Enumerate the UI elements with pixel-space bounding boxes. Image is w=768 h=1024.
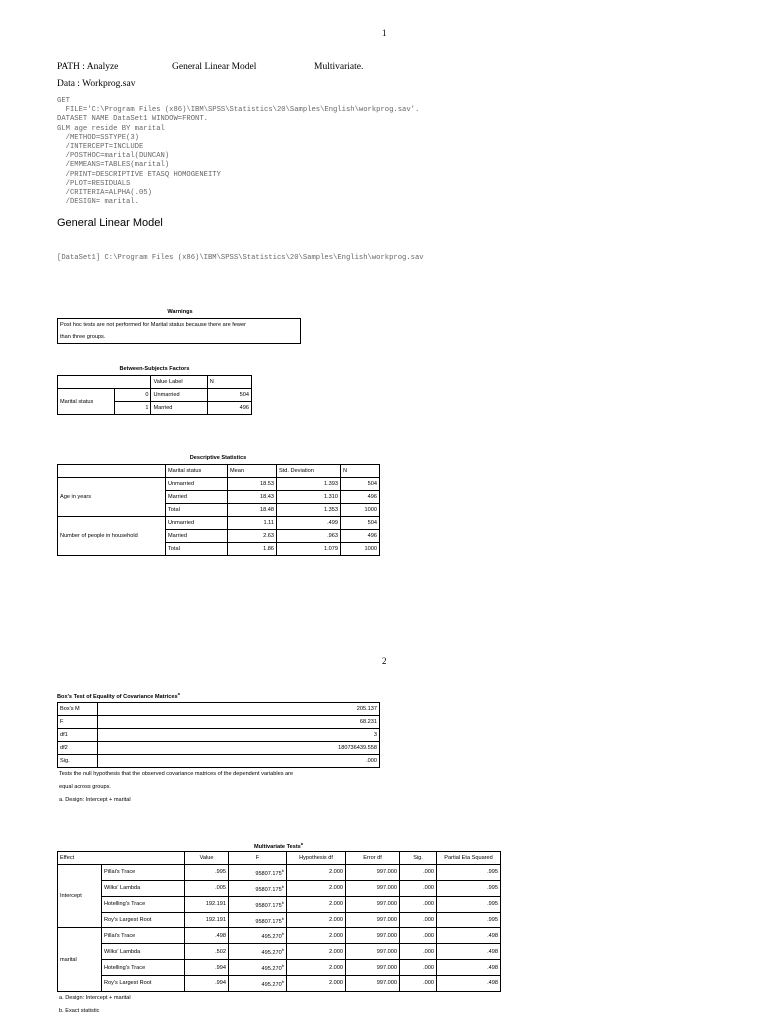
cell-value: 997.000 [346, 896, 400, 912]
row-label: Wilks' Lambda [102, 944, 185, 960]
table-corner-cell [58, 465, 166, 478]
cell-value: 2.000 [287, 896, 346, 912]
cell-value: 504 [341, 517, 380, 530]
f-footnote-sup: b [281, 979, 285, 985]
cell-value: 1.310 [277, 491, 341, 504]
cell-value: 2.000 [287, 880, 346, 896]
box-title [57, 691, 180, 700]
cell-value: .000 [400, 896, 437, 912]
multivariate-note-a: a. Design: Intercept + marital [59, 995, 131, 1001]
row-label: Unmarried [166, 517, 228, 530]
cell-value: .499 [277, 517, 341, 530]
syntax-block [57, 97, 419, 207]
column-header: Marital status [166, 465, 228, 478]
table-row [58, 865, 501, 881]
cell-value-f [229, 976, 287, 992]
table-row [58, 478, 380, 491]
multivariate-title-sup: a [300, 841, 304, 846]
path-step-glm: General Linear Model [172, 62, 257, 72]
warnings-box [57, 318, 301, 344]
cell-value: 1.079 [277, 543, 341, 556]
cell-value: .498 [437, 960, 501, 976]
table-corner-cell [58, 376, 151, 389]
cell-value: .000 [400, 944, 437, 960]
table-row [58, 976, 501, 992]
cell-value: .000 [400, 865, 437, 881]
box-title-sup: a [177, 691, 180, 696]
between-table [57, 375, 252, 415]
warnings-title: Warnings [167, 309, 193, 315]
row-label: Hotelling's Trace [102, 960, 185, 976]
factor-value-label: Married [151, 402, 207, 415]
glm-heading: General Linear Model [57, 217, 163, 229]
warnings-line-2: than three groups. [60, 334, 106, 340]
multivariate-title-text: Multivariate Tests [253, 843, 301, 850]
row-label: Sig. [58, 755, 98, 768]
cell-value: 2.000 [287, 912, 346, 928]
cell-value: 192.191 [185, 912, 229, 928]
cell-value: .498 [437, 928, 501, 944]
table-row [58, 912, 501, 928]
cell-value: 180736439.558 [98, 742, 380, 755]
table-row [58, 517, 380, 530]
factor-code: 1 [115, 402, 151, 415]
cell-value: .498 [185, 928, 229, 944]
cell-value: .000 [400, 912, 437, 928]
cell-value: 18.48 [228, 504, 277, 517]
header-value-label: Value Label [151, 376, 207, 389]
table-row [58, 389, 252, 402]
table-row [58, 944, 501, 960]
cell-value: 18.43 [228, 491, 277, 504]
table-row [58, 896, 501, 912]
cell-value: 997.000 [346, 912, 400, 928]
effect-label: marital [58, 928, 102, 991]
factor-code: 0 [115, 389, 151, 402]
row-label: Pillai's Trace [102, 865, 185, 881]
column-header: Value [185, 852, 229, 865]
cell-value: 205.137 [98, 703, 380, 716]
row-label: Total [166, 504, 228, 517]
descriptive-table [57, 464, 380, 556]
path-step-multivariate: Multivariate. [314, 62, 364, 72]
cell-value: 496 [341, 491, 380, 504]
cell-value-f [229, 944, 287, 960]
column-header: N [341, 465, 380, 478]
descriptive-title: Descriptive Statistics [189, 455, 247, 461]
cell-value-f [229, 928, 287, 944]
column-header: Mean [228, 465, 277, 478]
cell-value: 1.11 [228, 517, 277, 530]
cell-value: .995 [437, 880, 501, 896]
cell-value: .498 [437, 976, 501, 992]
cell-value: 192.191 [185, 896, 229, 912]
cell-value: 504 [341, 478, 380, 491]
box-title-text: Box's Test of Equality of Covariance Matrices [57, 693, 178, 700]
page-number-1: 1 [382, 28, 387, 38]
row-label: Wilks' Lambda [102, 880, 185, 896]
box-note-3: a. Design: Intercept + marital [59, 797, 131, 803]
cell-value: 2.000 [287, 865, 346, 881]
dataset-line: [DataSet1] C:\Program Files (x86)\IBM\SPSS\Statistics\20\Samples\English\workprog.sav [57, 254, 424, 262]
row-label: df1 [58, 729, 98, 742]
row-label: df2 [58, 742, 98, 755]
f-value: 495.270 [261, 950, 282, 957]
row-label: F [58, 716, 98, 729]
cell-value: 1000 [341, 504, 380, 517]
factor-label: Marital status [58, 389, 115, 415]
cell-value: 496 [341, 530, 380, 543]
cell-value: .995 [437, 896, 501, 912]
factor-n: 496 [207, 402, 251, 415]
table-row [58, 960, 501, 976]
column-header: Sig. [400, 852, 437, 865]
f-value: 495.270 [261, 981, 282, 988]
factor-value-label: Unmarried [151, 389, 207, 402]
f-footnote-sup: b [281, 963, 285, 969]
box-note-2: equal across groups. [59, 784, 111, 790]
cell-value: 2.000 [287, 960, 346, 976]
row-label: Pillai's Trace [102, 928, 185, 944]
group-label: Number of people in household [58, 517, 166, 556]
warnings-line-1: Post hoc tests are not performed for Marital status because there are fewer [60, 322, 246, 328]
cell-value: 997.000 [346, 960, 400, 976]
cell-value: 2.63 [228, 530, 277, 543]
cell-value: 997.000 [346, 976, 400, 992]
row-label: Total [166, 543, 228, 556]
f-value: 95807.175 [255, 902, 282, 909]
cell-value: .000 [400, 960, 437, 976]
table-row [58, 928, 501, 944]
column-header-effect: Effect [58, 852, 185, 865]
f-value: 95807.175 [255, 886, 282, 893]
cell-value: 997.000 [346, 865, 400, 881]
cell-value: .994 [185, 976, 229, 992]
table-row [58, 703, 380, 716]
cell-value: 2.000 [287, 944, 346, 960]
f-footnote-sup: b [281, 947, 285, 953]
f-value: 95807.175 [255, 918, 282, 925]
row-label: Roy's Largest Root [102, 976, 185, 992]
cell-value: 2.000 [287, 928, 346, 944]
path-label: PATH : Analyze [57, 62, 119, 72]
column-header: Error df [346, 852, 400, 865]
f-footnote-sup: b [281, 899, 285, 905]
f-footnote-sup: b [281, 883, 285, 889]
row-label: Married [166, 530, 228, 543]
column-header: F [229, 852, 287, 865]
cell-value: .995 [185, 865, 229, 881]
table-row [58, 755, 380, 768]
cell-value-f [229, 960, 287, 976]
f-value: 95807.175 [255, 870, 282, 877]
cell-value: .000 [98, 755, 380, 768]
box-test-table [57, 702, 380, 768]
cell-value-f [229, 896, 287, 912]
box-note-1: Tests the null hypothesis that the observed covariance matrices of the dependent variables are [59, 771, 294, 777]
cell-value: .005 [185, 880, 229, 896]
factor-n: 504 [207, 389, 251, 402]
cell-value: .000 [400, 928, 437, 944]
row-label: Roy's Largest Root [102, 912, 185, 928]
cell-value: 997.000 [346, 880, 400, 896]
cell-value: 2.000 [287, 976, 346, 992]
multivariate-note-b: b. Exact statistic [59, 1008, 100, 1014]
effect-label: Intercept [58, 865, 102, 928]
cell-value: .995 [437, 912, 501, 928]
cell-value: .963 [277, 530, 341, 543]
row-label: Unmarried [166, 478, 228, 491]
table-row [58, 729, 380, 742]
header-n: N [207, 376, 251, 389]
cell-value: .995 [437, 865, 501, 881]
row-label: Hotelling's Trace [102, 896, 185, 912]
f-value: 495.270 [261, 966, 282, 973]
column-header: Std. Deviation [277, 465, 341, 478]
f-footnote-sup: b [281, 868, 285, 873]
table-header-row [58, 465, 380, 478]
syntax-text: GET FILE='C:\Program Files (x86)\IBM\SPSS\Statistics\20\Samples\English\workprog.sav'. DATASET NAME DataSet1 WINDOW=FRONT. GLM age reside BY marital /METHOD=SSTYPE(3) /INTERCEPT=INCLUDE /POSTHOC=marital(DUNCAN) /EMMEANS=TABLES(marital) /PRINT=DESCRIPTIVE ETASQ HOMOGENEITY /PLOT=RESIDUALS /CRITERIA=ALPHA(.05) /DESIGN= marital. [57, 97, 420, 207]
table-row [58, 742, 380, 755]
column-header: Partial Eta Squared [437, 852, 501, 865]
cell-value: 68.231 [98, 716, 380, 729]
cell-value: 1000 [341, 543, 380, 556]
cell-value: 1.86 [228, 543, 277, 556]
cell-value: 997.000 [346, 944, 400, 960]
cell-value: 18.53 [228, 478, 277, 491]
cell-value-f [229, 880, 287, 896]
cell-value: 3 [98, 729, 380, 742]
page-number-2: 2 [382, 656, 387, 666]
table-row [58, 880, 501, 896]
multivariate-table [57, 851, 501, 992]
data-file-label: Data : Workprog.sav [57, 79, 136, 89]
cell-value: .994 [185, 960, 229, 976]
f-footnote-sup: b [281, 931, 285, 937]
row-label: Box's M [58, 703, 98, 716]
cell-value: .502 [185, 944, 229, 960]
table-header-row [58, 376, 252, 389]
f-value: 495.270 [261, 934, 282, 941]
group-label: Age in years [58, 478, 166, 517]
f-footnote-sup: b [281, 915, 285, 921]
table-row [58, 716, 380, 729]
cell-value: 997.000 [346, 928, 400, 944]
between-title: Between-Subjects Factors [119, 366, 190, 372]
cell-value-f [229, 865, 287, 881]
cell-value: .000 [400, 880, 437, 896]
multivariate-title [57, 841, 500, 850]
cell-value: .000 [400, 976, 437, 992]
cell-value: 1.353 [277, 504, 341, 517]
cell-value: 1.393 [277, 478, 341, 491]
cell-value-f [229, 912, 287, 928]
cell-value: .498 [437, 944, 501, 960]
row-label: Married [166, 491, 228, 504]
column-header: Hypothesis df [287, 852, 346, 865]
